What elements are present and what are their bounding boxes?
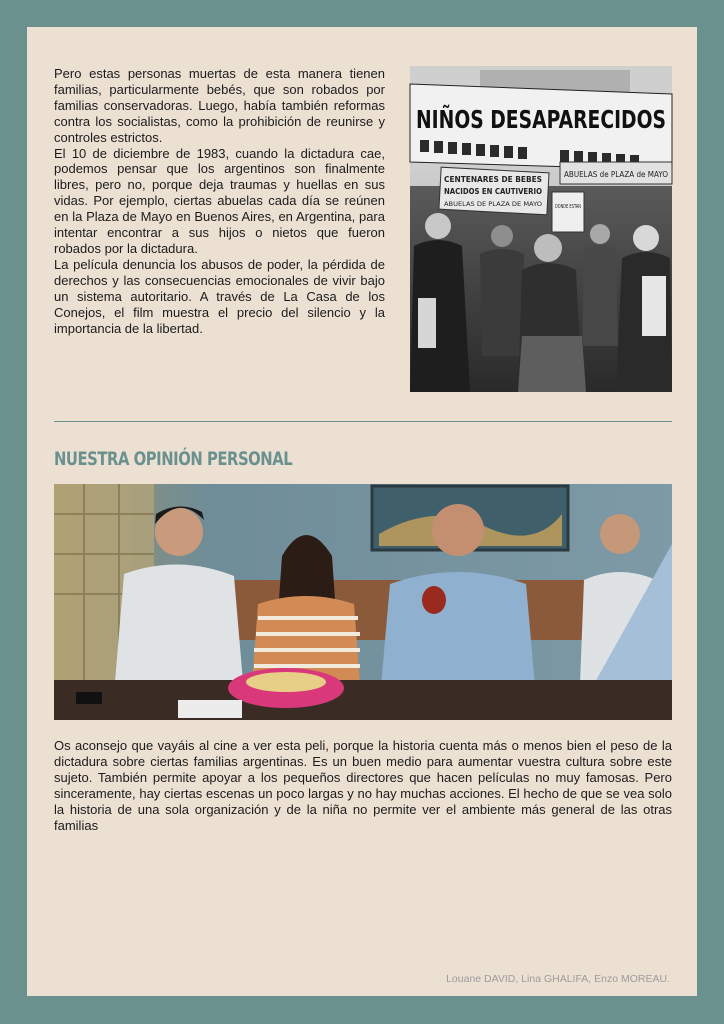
section-title: NUESTRA OPINIÓN PERSONAL [54, 448, 293, 470]
intro-text [54, 66, 385, 336]
page [27, 27, 697, 996]
sign-small-text: DONDE ESTAN [555, 204, 582, 210]
section-divider [54, 421, 672, 422]
sign-left-line-3: ABUELAS DE PLAZA DE MAYO [444, 201, 543, 208]
intro-paragraph-2: El 10 de diciembre de 1983, cuando la dictadura cae, podemos pensar que los argentinos son finalmente libres, pero no, porque deja traumas y huellas en sus vidas. Por ejemplo, ciertas abuelas cada día se reúnen en la Plaza de Mayo en Buenos Aires, en Argentina, para intentar encontrar a sus hijos o nietos que fueron robados por la dictadura. [54, 145, 385, 256]
film-still-illustration [54, 484, 672, 720]
authors-credit: Louane DAVID, Lina GHALIFA, Enzo MOREAU. [446, 973, 670, 985]
opinion-text: Os aconsejo que vayáis al cine a ver esta peli, porque la historia cuenta más o menos bien el peso de la dictadura sobre ciertas familias argentinas. Es un buen medio para aumentar vuestra cultura sobre este sujeto. También permite apoyar a los pequeños directores que hacen películas no muy famosas. Pero sinceramente, hay ciertas escenas un poco largas y no hay muchas acciones. El hecho de que se vea solo la historia de una sola organización y de la niña no permite ver el ambiente más general de las otras familias [54, 738, 672, 833]
intro-paragraph-3: La película denuncia los abusos de poder, la pérdida de derechos y las consecuencias emocionales de vivir bajo un sistema autoritario. A través de La Casa de los Conejos, el film muestra el precio del silencio y la importancia de la libertad. [54, 256, 385, 336]
film-still [54, 484, 672, 720]
sign-left-line-1: CENTENARES DE BEBES [444, 175, 543, 184]
protest-photo-illustration [410, 66, 672, 392]
banner-main-text: NIÑOS DESAPARECIDOS [416, 105, 666, 134]
intro-paragraph-1: Pero estas personas muertas de esta manera tienen familias, particularmente bebés, que son robados por familias conservadoras. Luego, había también reformas contra los socialistas, como la prohibición de reunirse y controles estrictos. [54, 66, 385, 145]
sign-left-line-2: NACIDOS EN CAUTIVERIO [444, 187, 543, 196]
protest-photo [410, 66, 672, 392]
sign-right-text: ABUELAS de PLAZA de MAYO [564, 170, 668, 179]
